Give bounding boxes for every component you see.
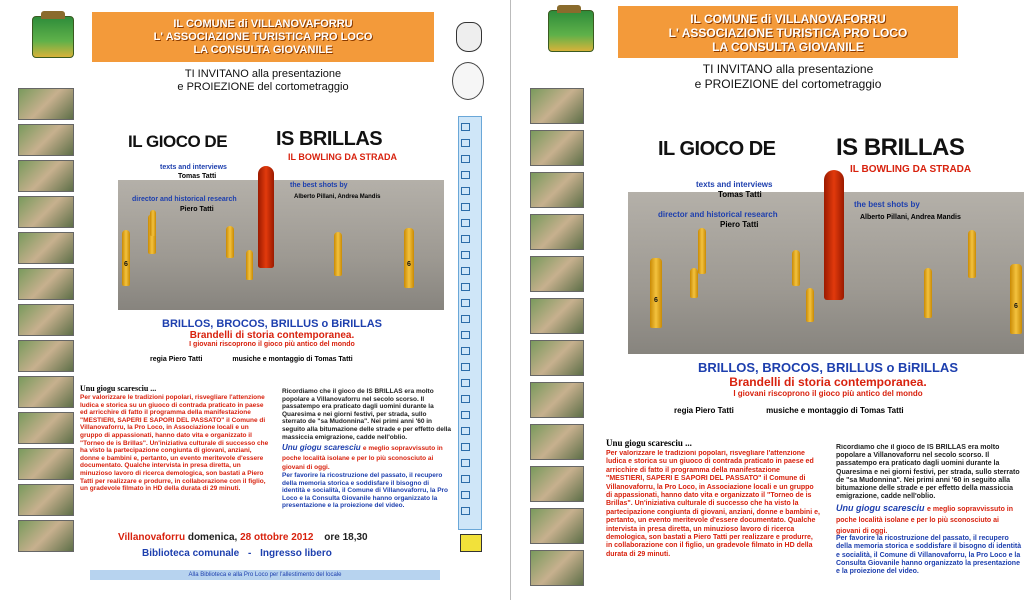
- banner: [618, 6, 958, 58]
- poster-right: [514, 0, 1024, 600]
- event-sep: -: [248, 548, 252, 559]
- banner: [92, 12, 434, 62]
- photo-thumbnail: [530, 298, 584, 334]
- banner-line-2: L' ASSOCIAZIONE TURISTICA PRO LOCO: [153, 31, 373, 43]
- photo-thumbnail: [530, 88, 584, 124]
- headline: [92, 318, 452, 348]
- headline-line-3: I giovani riscoprono il gioco più antico del mondo: [189, 341, 355, 348]
- red-pin-icon: [824, 170, 844, 300]
- banner-line-1: IL COMUNE di VILLANOVAFORRU: [690, 12, 886, 26]
- photo-thumbnail: [18, 304, 74, 336]
- article-col2-text: Ricordiamo che il gioco de IS BRILLAS era molto popolare a Villanovaforru nel secolo scorso. Il passatempo era praticato dagli uomini durante la Quaresima e nei giorni festivi, per strada, sullo sterrato de "sa Mudonnina". Nei primi anni '60 in seguito alla bitumazione delle strade e per effetto della massiccia emigrazione, cadde nell'oblio.: [282, 388, 452, 441]
- photo-thumbnail: [530, 466, 584, 502]
- director-label: director and historical research: [658, 210, 778, 219]
- yellow-pin-icon: [968, 230, 976, 278]
- director-label: director and historical research: [132, 196, 237, 203]
- article-col2-text: Ricordiamo che il gioco de IS BRILLAS era molto popolare a Villanovaforru nel secolo scorso. Il passatempo era praticato dagli uomini durante la Quaresima e nei giorni festivi, per strada, sullo sterrato de "sa Mudonnina". Nei primi anni '60 in seguito alla bitumazione delle strade e per effetto della massiccia emigrazione, cadde nell'oblio.: [836, 444, 1020, 501]
- photo-thumbnail: [530, 382, 584, 418]
- article-column-1: Per valorizzare le tradizioni popolari, risvegliare l'attenzione ludica e storica su un giuoco di contrada praticato in paese ed arricchire di fatto il programma della manifestazione "MESTIERI, SAPERI E SAPORI DEL PASSATO" il Comune di Villanovaforru, la Pro Loco, in Associazione locali e un gruppo di appassionati, hanno dato vita e organizzato il "Torneo de is Brillas". Un'iniziativa culturale di successo che ha visto la partecipazione congiunta di giovani, anziani, donne e bambini e, pertanto, un evento meritevole d'essere documentato. Qualche intervista in presa diretta, un minuzioso lavoro di ricerca demologica, son bastati a Piero Tatti per realizzare e produrre, in collaborazione con il figlio, un gradevole filmato in HD della durata di 29 minuti.: [80, 394, 269, 493]
- movie-title-right: IS BRILLAS: [836, 134, 965, 161]
- yellow-pin-icon: [698, 228, 706, 274]
- yellow-pin-icon: [150, 210, 156, 236]
- article-column-2: [282, 388, 452, 518]
- regia-label: regia: [674, 406, 694, 415]
- photo-thumbnail: [18, 520, 74, 552]
- photo-thumbnail: [530, 256, 584, 292]
- movie-subtitle: IL BOWLING DA STRADA: [288, 152, 397, 162]
- photo-thumbnail: [530, 508, 584, 544]
- photo-thumbnail: [18, 448, 74, 480]
- photo-thumbnail: [530, 340, 584, 376]
- pro-loco-logo-icon: [456, 22, 482, 52]
- headline-line-2: Brandelli di storia contemporanea.: [729, 375, 927, 389]
- photo-thumbnail: [18, 196, 74, 228]
- photo-thumbnail: [530, 550, 584, 586]
- invite: [92, 68, 434, 94]
- photo-thumbnail: [530, 130, 584, 166]
- yellow-pin-icon: 6: [122, 230, 130, 286]
- headline-line-2: Brandelli di storia contemporanea.: [189, 330, 355, 341]
- photo-thumbnail: [18, 232, 74, 264]
- music-name: Tomas Tatti: [314, 356, 353, 363]
- banner-line-3: LA CONSULTA GIOVANILE: [193, 44, 333, 56]
- regia-name: Piero Tatti: [695, 406, 734, 415]
- event-date: 28 ottobre 2012: [240, 532, 314, 543]
- texts-label: texts and interviews: [160, 164, 227, 171]
- coat-of-arms-icon: [548, 10, 594, 52]
- shots-names: Alberto Pillani, Andrea Mandis: [294, 194, 381, 200]
- director-name: Piero Tatti: [720, 220, 759, 229]
- article-heading: Unu giogu scaresciu ...: [606, 438, 692, 448]
- credits: [150, 356, 353, 363]
- headline: [632, 360, 1024, 398]
- photo-thumbnail: [18, 160, 74, 192]
- article-column-1: Per valorizzare le tradizioni popolari, risvegliare l'attenzione ludica e storica su un giuoco di contrada praticato in paese ed arricchire di fatto il programma della manifestazione "MESTIERI, SAPERI E SAPORI DEL PASSATO" il Comune di Villanovaforru, la Pro Loco, in Associazione locali e un gruppo di appassionati, hanno dato vita e organizzato il "Torneo de is Brillas". Un'iniziativa culturale di successo che ha visto la partecipazione congiunta di giovani, anziani, donne e bambini e, pertanto, un evento meritevole d'essere documentato. Qualche intervista in presa diretta, un minuzioso lavoro di ricerca demologica, son bastati a Piero Tatti per realizzare e produrre, in collaborazione con il figlio, un gradevole filmato in HD della durata di 29 minuti.: [606, 450, 820, 558]
- consulta-logo-icon: [452, 62, 484, 100]
- event-time: ore 18,30: [324, 532, 368, 543]
- article-quote-tail: e meglio sopravvissuto in poche località isolane e per lo più sconosciuto ai giovani di oggi.: [836, 506, 1014, 535]
- banner-line-1: IL COMUNE di VILLANOVAFORRU: [173, 18, 353, 30]
- texts-name: Tomas Tatti: [178, 173, 217, 180]
- photo-thumbnail: [18, 340, 74, 372]
- red-pin-icon: [258, 166, 274, 268]
- yellow-pin-icon: [334, 232, 342, 276]
- invite-line-1: TI INVITANO alla presentazione: [184, 68, 342, 80]
- movie-poster: [118, 118, 444, 310]
- invite-line-2: e PROIEZIONE del cortometraggio: [694, 77, 882, 91]
- coat-of-arms-icon: [32, 16, 74, 58]
- event-place: Villanovaforru: [118, 532, 186, 543]
- yellow-pin-icon: [806, 288, 814, 322]
- event-line-1: [118, 532, 368, 543]
- photo-thumbnail: [530, 214, 584, 250]
- poster-left: [0, 0, 511, 600]
- director-name: Piero Tatti: [180, 206, 214, 213]
- regia-label: regia: [150, 356, 167, 363]
- event-entry: Ingresso libero: [260, 548, 332, 559]
- photo-thumbnail: [530, 424, 584, 460]
- event-venue: Biblioteca comunale: [142, 548, 240, 559]
- headline-line-1: BRILLOS, BROCOS, BRILLUS o BiRILLAS: [698, 360, 958, 375]
- invite-line-2: e PROIEZIONE del cortometraggio: [177, 81, 349, 93]
- dvd-logo-icon: [460, 534, 482, 552]
- yellow-pin-icon: 6: [650, 258, 662, 328]
- movie-title-left: IL GIOCO DE: [658, 138, 776, 160]
- headline-line-1: BRILLOS, BROCOS, BRILLUS o BiRILLAS: [162, 318, 382, 330]
- movie-subtitle: IL BOWLING DA STRADA: [850, 164, 972, 175]
- yellow-pin-icon: [226, 226, 234, 258]
- music-name: Tomas Tatti: [859, 406, 904, 415]
- invite-line-1: TI INVITANO alla presentazione: [702, 62, 874, 76]
- yellow-pin-icon: 6: [1010, 264, 1022, 334]
- article-quote: Unu giogu scaresciu: [836, 503, 925, 514]
- texts-label: texts and interviews: [696, 180, 773, 189]
- photo-thumbnail: [18, 484, 74, 516]
- shots-names: Alberto Pillani, Andrea Mandis: [860, 214, 961, 221]
- photo-thumbnail: [530, 172, 584, 208]
- shots-label: the best shots by: [854, 200, 920, 209]
- music-label: musiche e montaggio di: [232, 356, 313, 363]
- yellow-pin-icon: [690, 268, 698, 298]
- photo-thumbnail: [18, 124, 74, 156]
- texts-name: Tomas Tatti: [718, 190, 762, 199]
- invite: [618, 62, 958, 92]
- article-col2b-text: Per favorire la ricostruzione del passato, il recupero della memoria storica e soddisfare il bisogno di identità e socialità, il Comune di Villanovaforru, la Pro Loco e la Consulta Giovanile hanno organizzato la presentazione e la proiezione del video.: [282, 471, 449, 510]
- movie-title-left: IL GIOCO DE: [128, 132, 228, 151]
- yellow-pin-icon: 6: [404, 228, 414, 288]
- music-label: musiche e montaggio di: [766, 406, 858, 415]
- shots-label: the best shots by: [290, 182, 348, 189]
- article-column-2: [836, 444, 1024, 594]
- article-quote-tail: e meglio sopravvissuto in poche località isolane e per lo più sconosciuto ai giovani di oggi.: [282, 445, 443, 472]
- yellow-pin-icon: [792, 250, 800, 286]
- footer: Alla Biblioteca e alla Pro Loco per l'allestimento del locale: [90, 570, 440, 580]
- article-quote: Unu giogu scaresciu: [282, 443, 361, 453]
- banner-line-3: LA CONSULTA GIOVANILE: [712, 40, 864, 54]
- photo-thumbnail: [18, 88, 74, 120]
- film-strip: [458, 116, 482, 530]
- yellow-pin-icon: [246, 250, 253, 280]
- article-heading: Unu giogu scaresciu ...: [80, 384, 157, 393]
- photo-thumbnail: [18, 376, 74, 408]
- headline-line-3: I giovani riscoprono il gioco più antico del mondo: [733, 389, 923, 398]
- yellow-pin-icon: [924, 268, 932, 318]
- credits: [674, 406, 904, 415]
- movie-poster: [628, 118, 1024, 354]
- banner-line-2: L' ASSOCIAZIONE TURISTICA PRO LOCO: [668, 26, 908, 40]
- photo-thumbnail: [18, 412, 74, 444]
- event-day: domenica,: [187, 532, 238, 543]
- event-line-2: [142, 548, 332, 559]
- regia-name: Piero Tatti: [168, 356, 203, 363]
- article-col2b-text: Per favorire la ricostruzione del passato, il recupero della memoria storica e soddisfare il bisogno di identità e socialità, il Comune di Villanovaforru, la Pro Loco e la Consulta Giovanile hanno organizzato la presentazione e la proiezione del video.: [836, 535, 1022, 576]
- movie-title-right: IS BRILLAS: [276, 128, 383, 150]
- photo-thumbnail: [18, 268, 74, 300]
